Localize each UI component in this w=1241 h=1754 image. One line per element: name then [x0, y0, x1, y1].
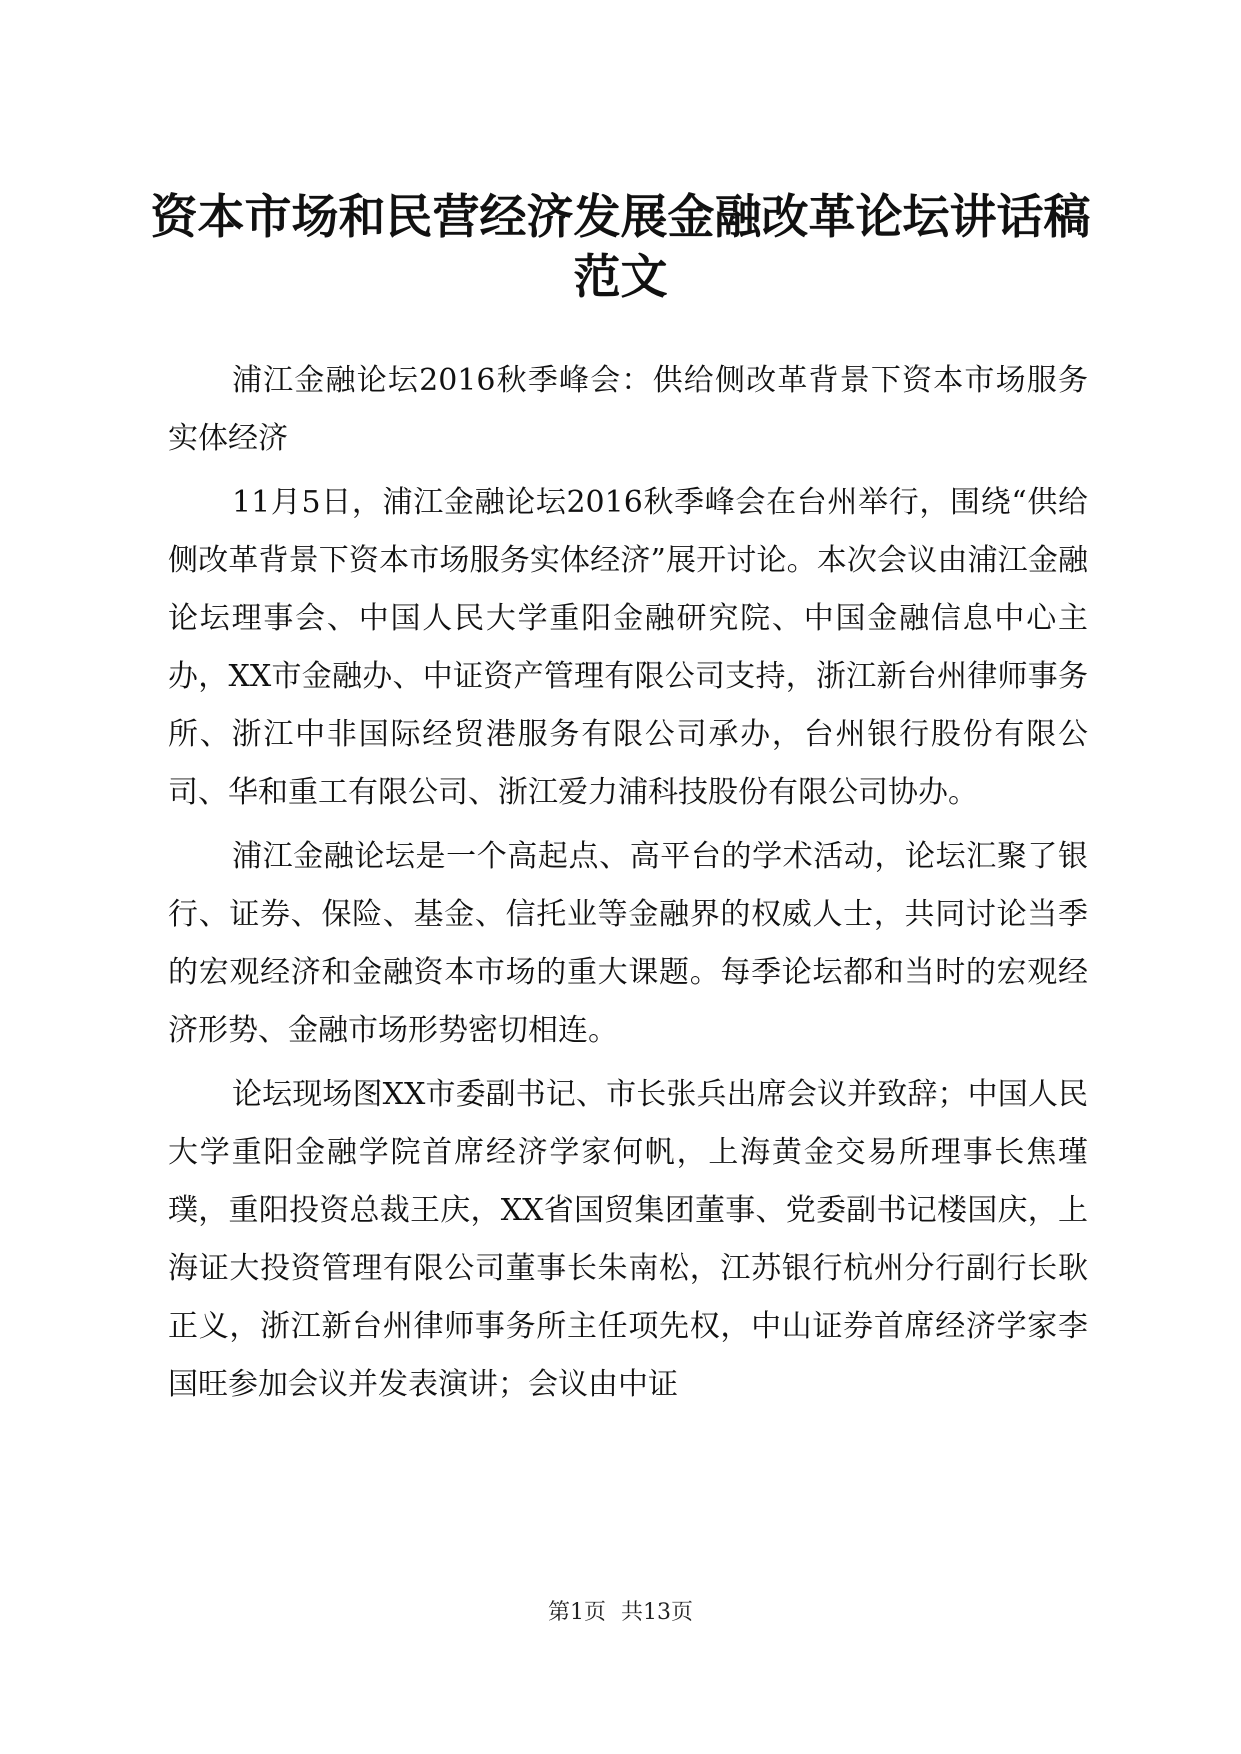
page-footer — [0, 1598, 1241, 1628]
body-paragraph: 11月5日，浦江金融论坛2016秋季峰会在台州举行，围绕“供给侧改革背景下资本市场服务实体经济”展开讨论。本次会议由浦江金融论坛理事会、中国人民大学重阳金融研究院、中国金融信息中心主办，XX市金融办、中证资产管理有限公司支持，浙江新台州律师事务所、浙江中非国际经贸港服务有限公司承办，台州银行股份有限公司、华和重工有限公司、浙江爱力浦科技股份有限公司协办。 — [168, 485, 1088, 810]
body-paragraph: 论坛现场图XX市委副书记、市长张兵出席会议并致辞；中国人民大学重阳金融学院首席经济学家何帆，上海黄金交易所理事长焦瑾璞，重阳投资总裁王庆，XX省国贸集团董事、党委副书记楼国庆，上海证大投资管理有限公司董事长朱南松，江苏银行杭州分行副行长耿正义，浙江新台州律师事务所主任项先权，中山证券首席经济学家李国旺参加会议并发表演讲；会议由中证 — [168, 1077, 1088, 1402]
subtitle-paragraph: 浦江金融论坛2016秋季峰会：供给侧改革背景下资本市场服务实体经济 — [168, 363, 1088, 456]
page-total: 共13页 — [621, 1600, 693, 1625]
body-paragraph: 浦江金融论坛是一个高起点、高平台的学术活动，论坛汇聚了银行、证券、保险、基金、信托业等金融界的权威人士，共同讨论当季的宏观经济和金融资本市场的重大课题。每季论坛都和当时的宏观经济形势、金融市场形势密切相连。 — [168, 839, 1088, 1048]
document-body — [168, 352, 1088, 1414]
page-number: 第1页 — [548, 1600, 606, 1625]
document-title: 资本市场和民营经济发展金融改革论坛讲话稿范文 — [150, 190, 1091, 305]
